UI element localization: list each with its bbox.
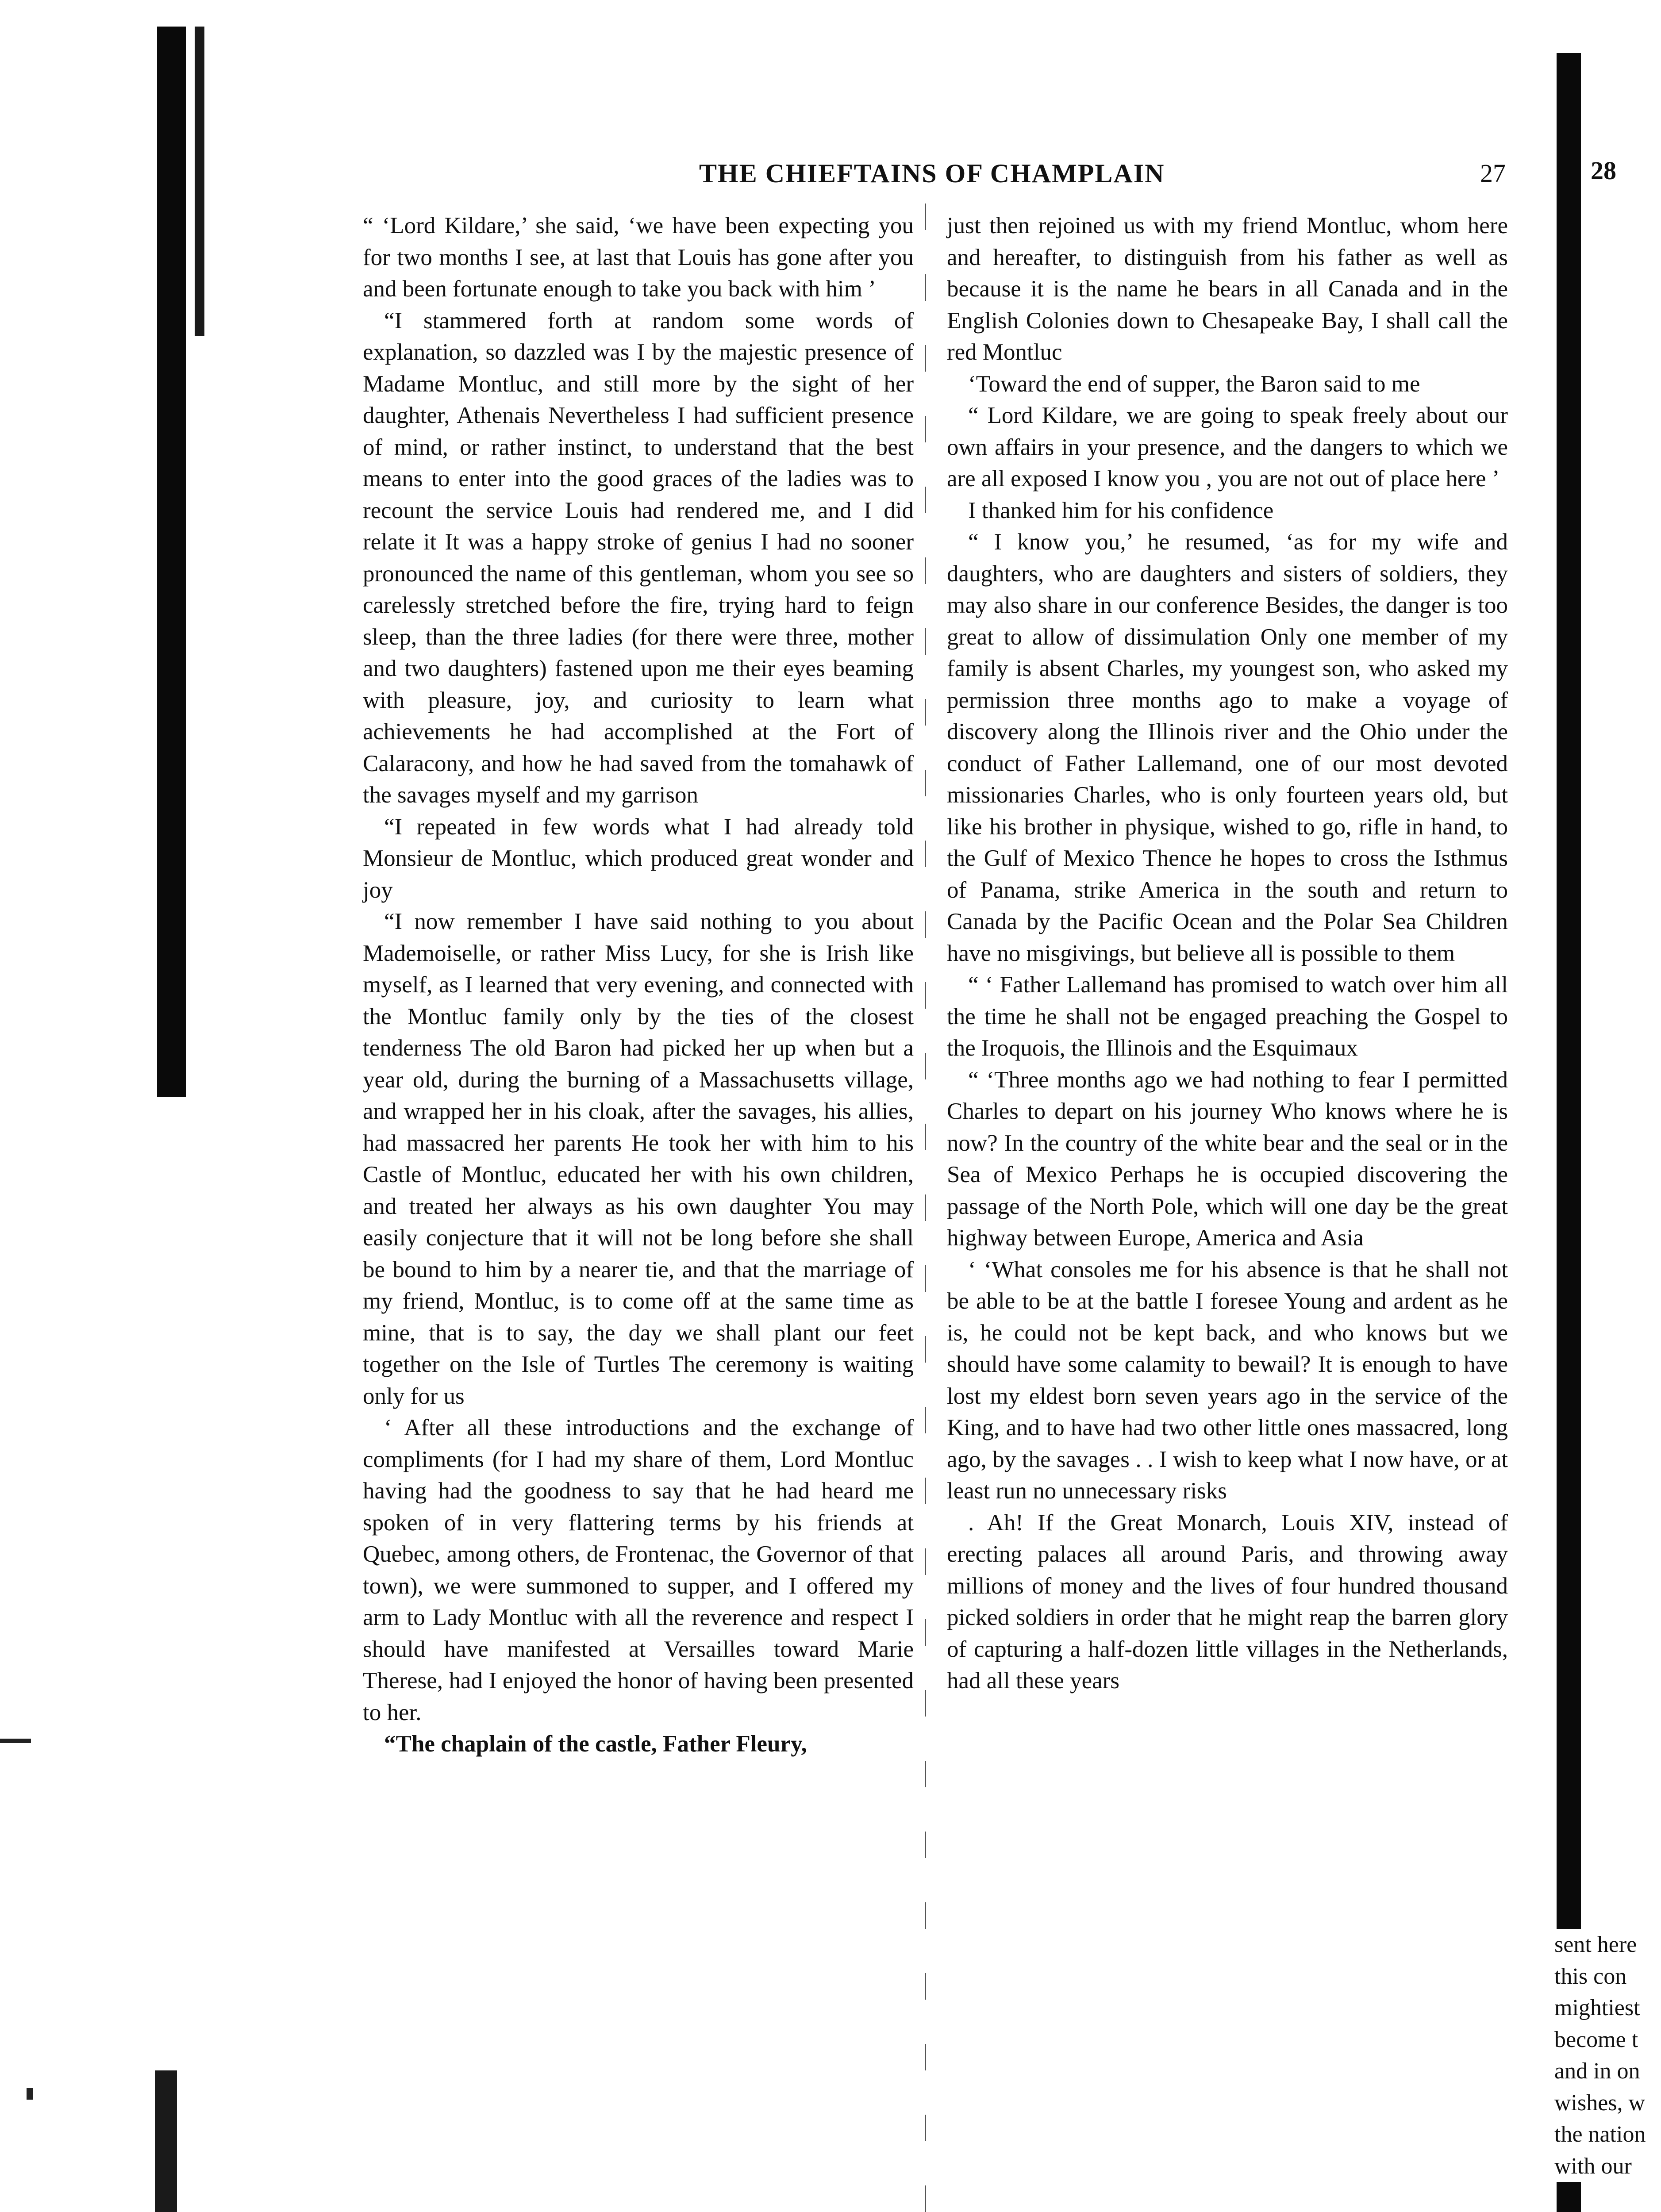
text-column-left [363,210,914,1760]
text-column-right [947,210,1508,1697]
column-gutter [925,204,926,2212]
paragraph: ‘Toward the end of supper, the Baron said to me [968,371,1420,397]
fragment-line: mightiest [1554,1995,1640,2020]
fragment-line: this con [1554,1963,1627,1989]
fragment-line: become t [1554,2027,1638,2052]
page-header [363,158,1518,198]
page-edge-shadow-right [1557,53,1581,2212]
paragraph: I thanked him for his confidence [968,497,1274,523]
running-title: THE CHIEFTAINS OF CHAMPLAIN [699,159,1165,188]
paragraph: ‘ After all these introductions and the exchange of compliments (for I had my share of them, Lord Montluc having had the goodness to say that he had heard me spoken of in very flattering terms by his friends at Quebec, among others, de Frontenac, the Governor of that town), we were summoned to supper, and I offered my arm to Lady Montluc with all the reverence and respect I should have manifested at Versailles toward Marie Therese, had I enjoyed the honor of having been presented to her. [363,1415,914,1725]
scan-mark [0,1739,31,1743]
paragraph: just then rejoined us with my friend Montluc, whom here and hereafter, to distinguish from his father as well as because it is the name he bears in all Canada and in the English Colonies down to Chesapeake Bay, I shall call the red Montluc [947,213,1508,365]
paragraph: ‘ ‘What consoles me for his absence is that he shall not be able to be at the battle I foresee Young and ardent as he is, he could not be kept back, and who knows but we should have some calamity to bewail? It is enough to have lost my eldest born seven years ago in the service of the King, and to have had two other little ones massacred, long ago, by the savages . . I wish to keep what I now have, or at least run no unnecessary risks [947,1256,1508,1504]
paragraph: “The chaplain of the castle, Father Fleury, [384,1731,807,1757]
fragment-line: and in on [1554,2058,1640,2084]
paragraph: “ Lord Kildare, we are going to speak freely about our own affairs in your presence, and the dangers to which we are all exposed I know you , you are not out of place here ’ [947,403,1508,492]
fragment-line: the nation [1554,2122,1646,2147]
fragment-line: with our [1554,2153,1632,2179]
next-page-fragment [1551,1929,1661,2182]
fragment-line: wishes, w [1554,2090,1646,2116]
page-edge-shadow-left-inner [195,27,204,336]
paragraph: “ I know you,’ he resumed, ‘as for my wife and daughters, who are daughters and sisters of soldiers, they may also share in our conference Besides, the danger is too great to allow of dissimulation Only one member of my family is absent Charles, my youngest son, who asked my permission three months ago to make a voyage of discovery along the Illinois river and the Ohio under the conduct of Father Lallemand, one of our most devoted missionaries Charles, who is only fourteen years old, but like his brother in physique, wished to go, rifle in hand, to the Gulf of Mexico Thence he hopes to cross the Isthmus of Panama, strike America in the south and return to Canada by the Pacific Ocean and the Polar Sea Children have no misgivings, but believe all is possible to them [947,529,1508,966]
fragment-line: sent here [1554,1932,1637,1957]
page-edge-shadow-left [157,27,186,1097]
paragraph: “I repeated in few words what I had already told Monsieur de Montluc, which produced great wonder and joy [363,814,914,903]
paragraph: . Ah! If the Great Monarch, Louis XIV, instead of erecting palaces all around Paris, and throwing away millions of money and the lives of four hundred thousand picked soldiers in order that he might reap the barren glory of capturing a half-dozen little villages in the Netherlands, had all these years [947,1509,1508,1694]
next-page-number: 28 [1591,156,1616,185]
paragraph: “ ‘Lord Kildare,’ she said, ‘we have been expecting you for two months I see, at last that Louis has gone after you and been fortunate enough to take you back with him ’ [363,213,914,302]
page-edge-shadow-left-bottom [155,2070,177,2212]
page-number: 27 [1480,159,1506,188]
paragraph: “I now remember I have said nothing to you about Mademoiselle, or rather Miss Lucy, for she is Irish like myself, as I learned that very evening, and connected with the Montluc family only by the ties of the closest tenderness The old Baron had picked her up when but a year old, during the burning of a Massachusetts village, and wrapped her in his cloak, after the savages, his allies, had massacred her parents He took her with him to his Castle of Montluc, educated her with his own children, and treated her always as his own daughter You may easily conjecture that it will not be long before she shall be bound to him by a nearer tie, and that the marriage of my friend, Montluc, is to come off at the same time as mine, that is to say, the day we shall plant our feet together on the Isle of Turtles The ceremony is waiting only for us [363,909,914,1409]
paragraph: “I stammered forth at random some words of explanation, so dazzled was I by the majestic presence of Madame Montluc, and still more by the sight of her daughter, Athenais Nevertheless I had sufficient presence of mind, or rather instinct, to understand that the best means to enter into the good graces of the ladies was to recount the service Louis had rendered me, and I did relate it It was a happy stroke of genius I had no sooner pronounced the name of this gentleman, whom you see so carelessly stretched before the fire, trying hard to feign sleep, than the three ladies (for there were three, mother and two daughters) fastened upon me their eyes beaming with pleasure, joy, and curiosity to learn what achievements he had accomplished at the Fort of Calaracony, and how he had saved from the tomahawk of the savages myself and my garrison [363,307,914,808]
paragraph: “ ‘Three months ago we had nothing to fear I permitted Charles to depart on his journey Who knows where he is now? In the country of the white bear and the seal or in the Sea of Mexico Perhaps he is occupied discovering the passage of the North Pole, which will one day be the great highway between Europe, America and Asia [947,1067,1508,1251]
scan-mark [27,2088,33,2100]
paragraph: “ ‘ Father Lallemand has promised to watch over him all the time he shall not be engaged preaching the Gospel to the Iroquois, the Illinois and the Esquimaux [947,972,1508,1061]
